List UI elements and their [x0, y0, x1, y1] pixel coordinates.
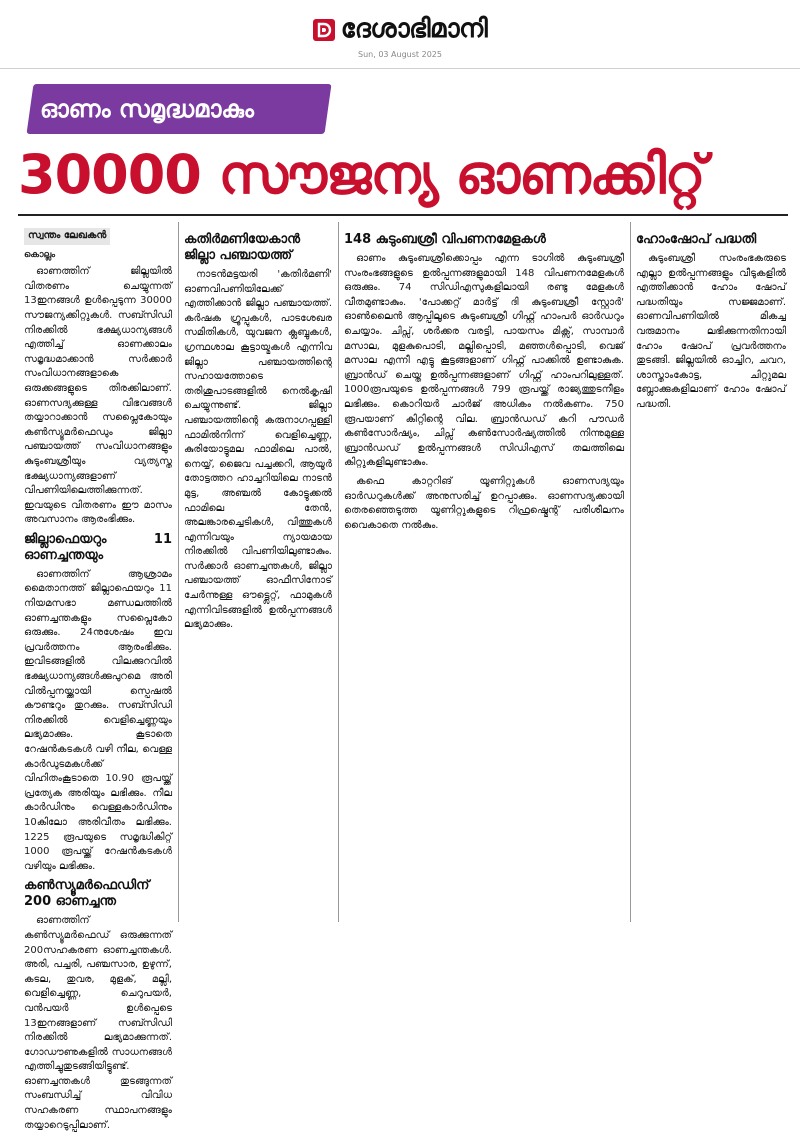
subheading: കൺസ്യൂമർഫെഡിന് 200 ഓണച്ചന്ത: [24, 878, 150, 910]
headline-divider: [18, 214, 788, 216]
brand-mark-icon: [313, 19, 335, 41]
paragraph: ഓണത്തിന് കൺസ്യൂമർഫെഡ് ഒരുക്കുന്നത് 200സഹകരണ ഓണച്ചന്തകൾ. അരി, പച്ചരി, പഞ്ചസാര, ഉഴുന്ന്, കടല, തുവര, മുളക്, മല്ലി, വെളിച്ചെണ്ണ, ചെറുപയർ, വൻപയർ ഉൾപ്പെടെ 13ഇനങ്ങളാണ് സബ്സിഡി നിരക്കിൽ ലഭ്യമാക്കുന്നത്. ഗോഡൗണുകളിൽ സാധനങ്ങൾ എത്തിച്ചുതുടങ്ങിയിട്ടുണ്ട്. ഓണച്ചന്തകൾ തുടങ്ങുന്നത് സംബന്ധിച്ച് വിവിധ സഹകരണ സ്ഥാപനങ്ങളും തയ്യാറെടുപ്പിലാണ്.: [24, 915, 172, 1131]
paragraph: ഓണത്തിന് ജില്ലയിൽ വിതരണം ചെയ്യുന്നത് 13ഇനങ്ങൾ ഉൾപ്പെടുന്ന 30000 സൗജന്യക്കിറ്റുകൾ. സബ്സിഡി നിരക്കിൽ ഭക്ഷ്യധാന്യങ്ങൾ എത്തിച്ച് ഓണക്കാലം സമൃദ്ധമാക്കാൻ സർക്കാർ സംവിധാനങ്ങളാകെ ഒരുക്കങ്ങളുടെ തിരക്കിലാണ്. ഓണസദ്യക്കുള്ള വിഭവങ്ങൾ തയ്യാറാക്കാൻ സപ്ലൈകോയും കൺസ്യൂമർഫെഡും ജില്ലാ പഞ്ചായത്ത് സംവിധാനങ്ങളും കുടുംബശ്രീയും വ്യത്യസ്ത ഭക്ഷ്യധാന്യങ്ങളാണ് വിപണിയിലെത്തിക്കുന്നത്. ഇവയുടെ വിതരണം ഈ മാസം അവസാനം ആരംഭിക്കും.: [24, 266, 172, 526]
masthead-divider: [0, 68, 800, 69]
column-divider: [178, 222, 179, 922]
column-3: [344, 228, 624, 537]
masthead: [0, 0, 800, 70]
subheading: ജില്ലാഫെയറും 11 ഓണച്ചന്തയും: [24, 531, 172, 563]
column-1: [24, 228, 172, 1137]
kicker-text: ഓണം സമൃദ്ധമാകും: [40, 95, 254, 123]
paragraph: നാടൻമട്ടയരി 'കതിർമണി' ഓണവിപണിയിലേക്ക് എത്തിക്കാൻ ജില്ലാ പഞ്ചായത്ത്. കർഷക ഗ്രൂപ്പുകൾ, പാടശേഖര സമിതികൾ, യുവജന ക്ലബ്ബുകൾ, ഗ്രന്ഥശാല കൂട്ടായ്മകൾ എന്നിവ ജില്ലാ പഞ്ചായത്തിന്റെ സഹായത്തോടെ തരിശുപാടങ്ങളിൽ നെൽകൃഷി ചെയ്യുന്നുണ്ട്. ജില്ലാ പഞ്ചായത്തിന്റെ കരുനാഗപ്പള്ളി ഫാമിൽനിന്ന് വെളിച്ചെണ്ണ, കുരിയോട്ടുമല ഫാമിലെ പാൽ, നെയ്യ്, ജൈവ പച്ചക്കറി, ആയൂർ തോട്ടത്തറ ഹാച്ചറിയിലെ നാടൻ മുട്ട, അഞ്ചൽ കോട്ടുക്കൽ ഫാമിലെ തേൻ, അലങ്കാരച്ചെടികൾ, വിത്തുകൾ എന്നിവയും ന്യായമായ നിരക്കിൽ വിപണിയിലുണ്ടാകും. സർക്കാർ ഓണച്ചന്തകൾ, ജില്ലാ പഞ്ചായത്ത് ഓഫീസിനോട് ചേർന്നുള്ള ഔട്ട്ലെറ്റ്, ഫാമുകൾ എന്നിവിടങ്ങളിൽ ഉൽപ്പന്നങ്ങൾ ലഭ്യമാക്കും.: [184, 269, 332, 631]
paragraph: കഫെ കാറ്ററിങ് യൂണിറ്റുകൾ ഓണസദ്യയും ഓർഡറുകൾക്ക് അനുസരിച്ച് ഉറപ്പാക്കും. ഓണസദ്യക്കായി തെരഞ്ഞെടുത്ത യൂണിറ്റുകളുടെ റിഫ്രഷ്മെന്റ് പരിശീലനം വൈകാതെ നൽകും.: [344, 475, 624, 531]
brand-logo: [0, 14, 800, 45]
subheading: കതിർമണിയേകാൻ ജില്ലാ പഞ്ചായത്ത്: [184, 232, 301, 263]
column-divider: [630, 222, 631, 922]
column-2: [184, 228, 332, 637]
headline: 30000 സൗജന്യ ഓണക്കിറ്റ്: [18, 143, 705, 206]
paragraph: കുടുംബശ്രീ സംരംഭകരുടെ എല്ലാ ഉൽപ്പന്നങ്ങളും വീടുകളിൽ എത്തിക്കാൻ ഹോം ഷോപ് പദ്ധതിയും സജ്ജമാണ്. ഓണവിപണിയിൽ മികച്ച വരുമാനം ലഭിക്കുന്നതിനായി ഹോം ഷോപ് പ്രവർത്തനം തുടങ്ങി. ജില്ലയിൽ ഓച്ചിറ, ചവറ, ശാസ്താംകോട്ട, ചിറ്റുമല ബ്ലോക്കുകളിലാണ് ഹോം ഷോപ് പദ്ധതി.: [636, 253, 786, 410]
subheading: 148 കുടുംബശ്രീ വിപണനമേളകൾ: [344, 232, 546, 247]
dateline: കൊല്ലം: [24, 249, 56, 260]
byline: സ്വന്തം ലേഖകൻ: [24, 228, 110, 245]
column-4: [636, 228, 786, 417]
subheading: ഹോംഷോപ് പദ്ധതി: [636, 232, 757, 247]
brand-name: ദേശാഭിമാനി: [340, 14, 488, 44]
issue-date: Sun, 03 August 2025: [358, 50, 442, 59]
paragraph: ഓണത്തിന് ആശ്രാമം മൈതാനത്ത് ജില്ലാഫെയറും 11 നിയമസഭാ മണ്ഡലത്തിൽ ഓണച്ചന്തകളും സപ്ലൈകോ ഒരുക്കും. 24നുശേഷം ഇവ പ്രവർത്തനം ആരംഭിക്കും. ഇവിടങ്ങളിൽ വിലക്കുറവിൽ ഭക്ഷ്യധാന്യങ്ങൾക്കുപുറമെ അരി വിൽപ്പനയ്ക്കായി സ്പെഷൽ കൗണ്ടറും തുറക്കും. സബ്സിഡി നിരക്കിൽ വെളിച്ചെണ്ണയും ലഭ്യമാക്കും. കൂടാതെ റേഷൻകടകൾ വഴി നീല, വെള്ള കാർഡുടമകൾക്ക് വിഹിതംകൂടാതെ 10.90 രൂപയ്ക്ക് പ്രത്യേക അരിയും ലഭിക്കും. നീല കാർഡിനും വെള്ളകാർഡിനും 10കിലോ അരിവീതം ലഭിക്കും. 1225 രൂപയുടെ സമൃദ്ധികിറ്റ് 1000 രൂപയ്ക്ക് റേഷൻകടകൾ വഴിയും ലഭിക്കും.: [24, 568, 172, 872]
paragraph: ഓണം കുടുംബശ്രീക്കൊപ്പം എന്ന ടാഗിൽ കുടുംബശ്രീ സംരംഭങ്ങളുടെ ഉൽപ്പന്നങ്ങളുമായി 148 വിപണനമേളകൾ ഒരുക്കും. 74 സിഡിഎസുകളിലായി രണ്ടു മേളകൾ വീതമുണ്ടാകും. 'പോക്കറ്റ് മാർട്ട് ദി കുടുംബശ്രീ സ്റ്റോർ' ഓൺലൈൻ ആപ്പിലൂടെ കുടുംബശ്രീ ഗിഫ്റ്റ് ഹാംപർ ഓർഡറും ചെയ്യാം. ചിപ്സ്, ശർക്കര വരട്ടി, പായസം മിക്സ്, സാമ്പാർ മസാല, മുളകുപൊടി, മല്ലിപ്പൊടി, മഞ്ഞൾപ്പൊടി, വെജ് മസാല എന്നീ എട്ടു കൂട്ടങ്ങളാണ് ഗിഫ്റ്റ് പാക്കിൽ ഉണ്ടാകുക. ബ്രാൻഡ് ചെയ്ത ഉൽപ്പന്നങ്ങളാണ് ഗിഫ്റ്റ് ഹാംപറിലുള്ളത്. 1000രൂപയുടെ ഉൽപ്പന്നങ്ങൾ 799 രൂപയ്ക്ക് രാജ്യത്തുടനീളം ലഭിക്കും. കൊറിയർ ചാർജ് അധികം നൽകണം. 750 രൂപയാണ് കിറ്റിന്റെ വില. ബ്രാൻഡഡ് കറി പൗഡർ കൺസോർഷ്യം, ചിപ്സ് കൺസോർഷ്യത്തിൽ നിന്നുമുള്ള ബ്രാൻഡഡ് ഉൽപ്പന്നങ്ങൾ സിഡിഎസ് തലത്തിലെ കിറ്റുകളിലുണ്ടാകും.: [344, 253, 624, 469]
column-divider: [338, 222, 339, 922]
